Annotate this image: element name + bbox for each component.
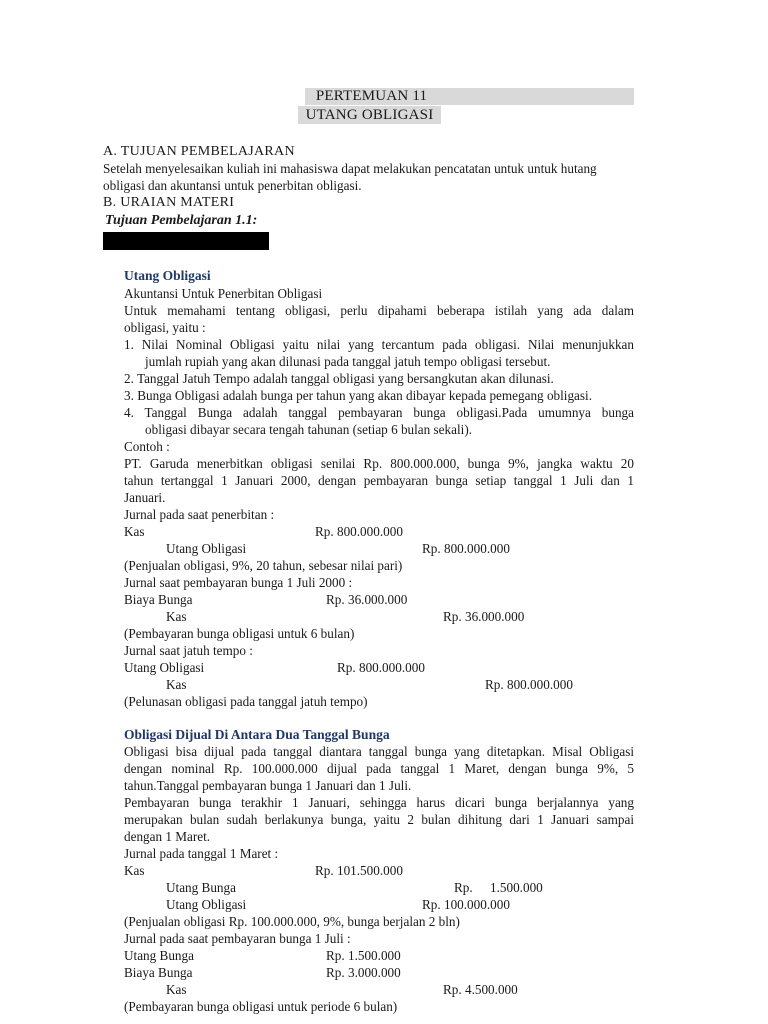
learning-objective-label: Tujuan Pembelajaran 1.1: [105,213,258,228]
journal-4-credit-1-rp: Rp. [454,880,473,895]
journal-5-debit-2-amount: Rp. 3.000.000 [326,965,401,980]
journal-3-credit-amount: Rp. 800.000.000 [485,677,573,692]
journal-2-debit-amount: Rp. 36.000.000 [326,592,408,607]
section-a-text-1: Setelah menyelesaikan kuliah ini mahasiswa dapat melakukan pencatatan untuk untuk hutang [103,161,597,176]
intro-line-1: Untuk memahami tentang obligasi, perlu dipahami beberapa istilah yang ada dalam [124,303,634,318]
page-title: PERTEMUAN 11 [315,88,428,104]
journal-1-debit-amount: Rp. 800.000.000 [315,524,403,539]
para-1-line-2: dengan nominal Rp. 100.000.000 dijual pada tanggal 1 Maret, dengan bunga 9%, 5 [124,761,634,776]
redaction-bar [103,232,269,250]
journal-5-title: Jurnal pada saat pembayaran bunga 1 Juli : [124,931,351,946]
journal-2-note: (Pembayaran bunga obligasi untuk 6 bulan) [124,626,355,641]
example-line-2: tahun tertanggal 1 Januari 2000, dengan pembayaran bunga setiap tanggal 1 Juli dan 1 [124,473,634,488]
journal-4-debit-amount: Rp. 101.500.000 [315,863,403,878]
journal-4-credit-2: Utang Obligasi [166,897,247,912]
list-item-1: 1. Nilai Nominal Obligasi yaitu nilai yang tercantum pada obligasi. Nilai menunjukkan [124,337,634,352]
example-line-3: Januari. [124,490,166,505]
journal-5-credit-amount: Rp. 4.500.000 [443,982,518,997]
journal-3-debit-amount: Rp. 800.000.000 [337,660,425,675]
journal-1-title: Jurnal pada saat penerbitan : [124,507,275,522]
para-1-line-3: tahun.Tanggal pembayaran bunga 1 Januari dan 1 Juli. [124,778,412,793]
journal-5-debit-1-amount: Rp. 1.500.000 [326,948,401,963]
journal-4-debit: Kas [124,863,145,878]
section-b-heading: B. URAIAN MATERI [103,195,235,210]
journal-3-credit: Kas [166,677,187,692]
journal-4-credit-2-amount: Rp. 100.000.000 [422,897,510,912]
journal-1-note: (Penjualan obligasi, 9%, 20 tahun, sebesar nilai pari) [124,558,403,573]
para-1-line-1: Obligasi bisa dijual pada tanggal diantara tanggal bunga yang ditetapkan. Misal Obligasi [124,744,634,759]
para-2-line-2: merupakan bulan sudah berlakunya bunga, yaitu 2 bulan dihitung dari 1 Januari sampai [124,812,634,827]
journal-1-credit-amount: Rp. 800.000.000 [422,541,510,556]
list-item-2: 2. Tanggal Jatuh Tempo adalah tanggal obligasi yang bersangkutan akan dilunasi. [124,371,554,386]
journal-2-credit: Kas [166,609,187,624]
page-subtitle: UTANG OBLIGASI [305,107,434,123]
para-2-line-1: Pembayaran bunga terakhir 1 Januari, sehingga harus dicari bunga berjalannya yang [124,795,634,810]
journal-1-credit: Utang Obligasi [166,541,247,556]
journal-4-note: (Penjualan obligasi Rp. 100.000.000, 9%, bunga berjalan 2 bln) [124,914,460,929]
journal-4-credit-1-amount: 1.500.000 [490,880,543,895]
example-line-1: PT. Garuda menerbitkan obligasi senilai Rp. 800.000.000, bunga 9%, jangka waktu 20 [124,456,634,471]
journal-4-credit-1: Utang Bunga [166,880,236,895]
journal-5-debit-1: Utang Bunga [124,948,194,963]
journal-5-debit-2: Biaya Bunga [124,965,193,980]
intro-line-2: obligasi, yaitu : [124,320,206,335]
para-2-line-3: dengan 1 Maret. [124,829,211,844]
journal-3-title: Jurnal saat jatuh tempo : [124,643,253,658]
accounting-subheading: Akuntansi Untuk Penerbitan Obligasi [124,286,323,301]
journal-3-debit: Utang Obligasi [124,660,205,675]
journal-2-credit-amount: Rp. 36.000.000 [443,609,525,624]
journal-2-debit: Biaya Bunga [124,592,193,607]
section-a-text-2: obligasi dan akuntansi untuk penerbitan obligasi. [103,178,362,193]
journal-5-credit: Kas [166,982,187,997]
journal-2-title: Jurnal saat pembayaran bunga 1 Juli 2000 : [124,575,353,590]
between-dates-heading: Obligasi Dijual Di Antara Dua Tanggal Bunga [124,727,390,742]
utang-obligasi-heading: Utang Obligasi [124,268,211,283]
list-item-3: 3. Bunga Obligasi adalah bunga per tahun yang akan dibayar kepada pemegang obligasi. [124,388,593,403]
section-a-heading: A. TUJUAN PEMBELAJARAN [103,144,295,159]
list-item-1-cont: jumlah rupiah yang akan dilunasi pada tanggal jatuh tempo obligasi tersebut. [145,354,551,369]
list-item-4: 4. Tanggal Bunga adalah tanggal pembayaran bunga obligasi.Pada umumnya bunga [124,405,634,420]
journal-3-note: (Pelunasan obligasi pada tanggal jatuh tempo) [124,694,368,709]
list-item-4-cont: obligasi dibayar secara tengah tahunan (setiap 6 bulan sekali). [145,422,473,437]
journal-4-title: Jurnal pada tanggal 1 Maret : [124,846,279,861]
journal-5-note: (Pembayaran bunga obligasi untuk periode 6 bulan) [124,999,398,1014]
journal-1-debit: Kas [124,524,145,539]
example-label: Contoh : [124,439,170,454]
